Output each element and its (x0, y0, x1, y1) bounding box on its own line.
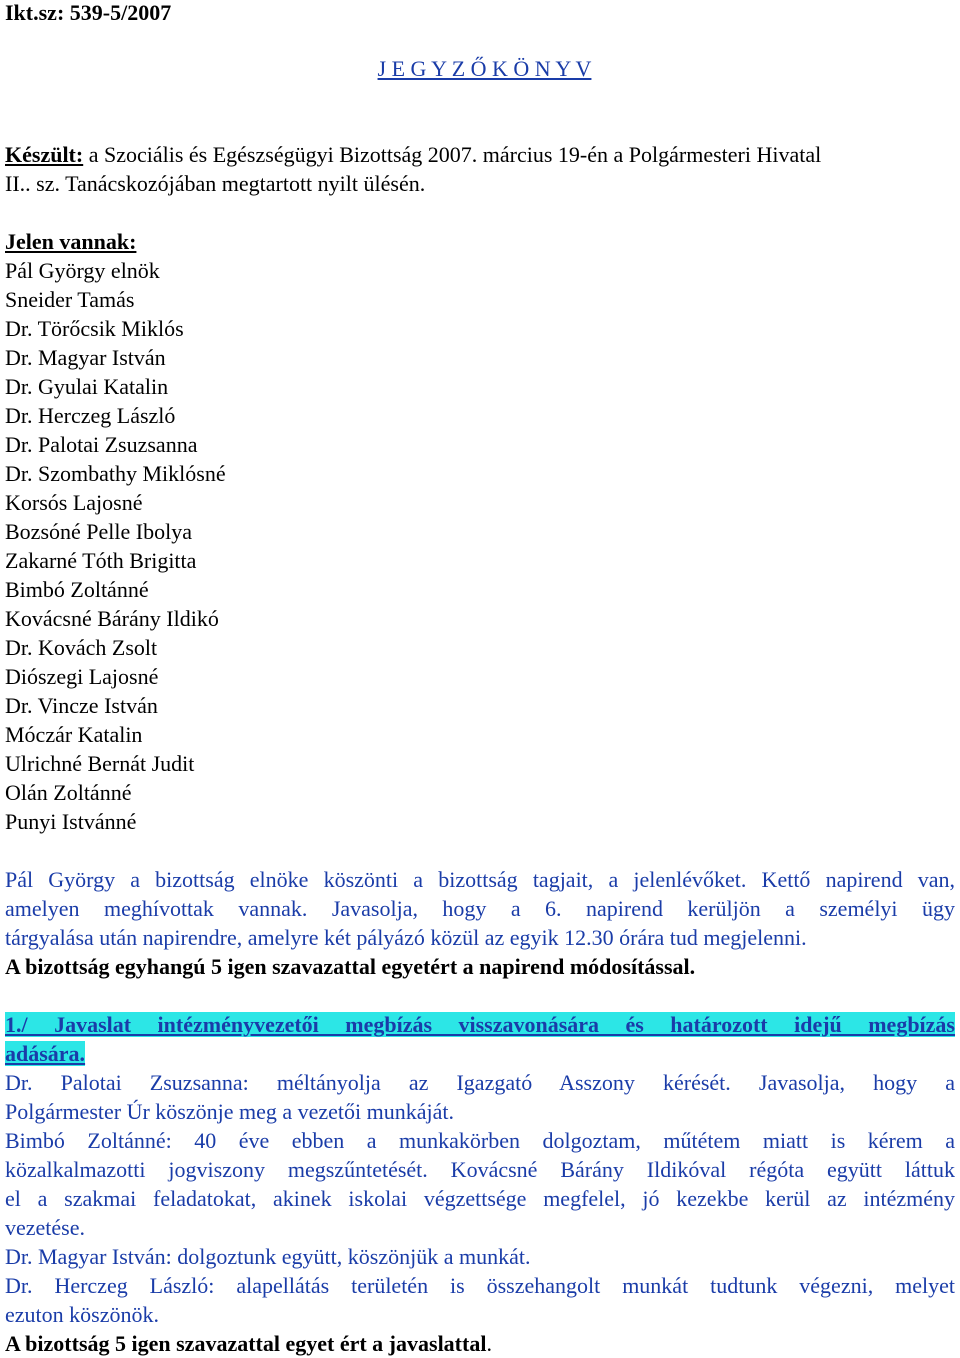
discussion-line: Bimbó Zoltánné: 40 éve ebben a munkakörben dolgoztam, műtétem miatt is kérem a (5, 1128, 955, 1153)
agenda-decision-period: . (486, 1331, 492, 1356)
attendee-name: Sneider Tamás (5, 287, 135, 312)
agenda-decision: A bizottság 5 igen szavazattal egyet ért a javaslattal (5, 1331, 487, 1356)
prepared-label: Készült: (5, 142, 84, 167)
intro-line-1: Pál György a bizottság elnöke köszönti a bizottság tagjait, a jelenlévőket. Kettő napirend van, (5, 867, 955, 892)
attendee-name: Dr. Kovách Zsolt (5, 635, 158, 660)
discussion-line: közalkalmazotti jogviszony megszűntetését. Kovácsné Bárány Ildikóval régóta együtt láttuk (5, 1157, 955, 1182)
discussion-line: Dr. Palotai Zsuzsanna: méltányolja az Igazgató Asszony kérését. Javasolja, hogy a (5, 1070, 955, 1095)
attendee-name: Dr. Vincze István (5, 693, 158, 718)
intro-line-3: tárgyalása után napirendre, amelyre két pályázó közül az egyik 12.30 órára tud megjelenni. (5, 925, 807, 950)
attendee-name: Bimbó Zoltánné (5, 577, 149, 602)
attendee-name: Bozsóné Pelle Ibolya (5, 519, 192, 544)
agenda-heading-line-2 (5, 1039, 955, 1068)
attendee-name: Dr. Gyulai Katalin (5, 374, 169, 399)
discussion-line: ezuton köszönök. (5, 1302, 159, 1327)
attendees-section (5, 227, 955, 836)
attendee-name: Pál György elnök (5, 258, 160, 283)
attendee-name: Dr. Palotai Zsuzsanna (5, 432, 198, 457)
discussion-line: el a szakmai feladatokat, akinek iskolai végzettsége megfelel, jó kezekbe kerül az intézmény (5, 1186, 955, 1211)
attendee-name: Korsós Lajosné (5, 490, 143, 515)
intro-paragraph (5, 865, 955, 981)
reference-number: Ikt.sz: 539-5/2007 (5, 0, 172, 25)
discussion-line: Dr. Magyar István: dolgoztunk együtt, köszönjük a munkát. (5, 1244, 531, 1269)
agenda-heading-line-1 (5, 1010, 955, 1039)
prepared-line-1 (5, 140, 955, 169)
prepared-line-2: II.. sz. Tanácskozójában megtartott nyilt ülésén. (5, 171, 426, 196)
attendee-name: Ulrichné Bernát Judit (5, 751, 195, 776)
attendee-name: Dr. Szombathy Miklósné (5, 461, 226, 486)
attendee-name: Dr. Magyar István (5, 345, 166, 370)
discussion-line: Polgármester Úr köszönje meg a vezetői munkáját. (5, 1099, 455, 1124)
agenda-decision-line (5, 1329, 955, 1358)
attendee-name: Zakarné Tóth Brigitta (5, 548, 197, 573)
attendee-name: Móczár Katalin (5, 722, 143, 747)
attendee-name: Dr. Törőcsik Miklós (5, 316, 184, 341)
document-title: J E G Y Z Ő K Ö N Y V (377, 56, 592, 81)
attendees-label: Jelen vannak: (5, 229, 137, 254)
agenda-item-1 (5, 1010, 955, 1358)
prepared-section (5, 140, 955, 198)
attendee-name: Dr. Herczeg László (5, 403, 176, 428)
agenda-heading-text-2: adására. (5, 1041, 86, 1066)
attendee-name: Diószegi Lajosné (5, 664, 159, 689)
attendee-name: Punyi Istvánné (5, 809, 137, 834)
intro-line-2: amelyen meghívottak vannak. Javasolja, hogy a 6. napirend kerüljön a személyi ügy (5, 896, 955, 921)
discussion-line: vezetése. (5, 1215, 85, 1240)
attendee-name: Kovácsné Bárány Ildikó (5, 606, 219, 631)
discussion-line: Dr. Herczeg László: alapellátás területén is összehangolt munkát tudtunk végezni, melyet (5, 1273, 955, 1298)
agenda-heading-text-1: 1./ Javaslat intézményvezetői megbízás visszavonására és határozott idejű megbízás (5, 1012, 955, 1037)
prepared-text-1: a Szociális és Egészségügyi Bizottság 2007. március 19-én a Polgármesteri Hivatal (83, 142, 822, 167)
attendee-name: Olán Zoltánné (5, 780, 132, 805)
intro-decision: A bizottság egyhangú 5 igen szavazattal egyetért a napirend módosítással. (5, 954, 696, 979)
agenda-discussion (5, 1068, 955, 1329)
